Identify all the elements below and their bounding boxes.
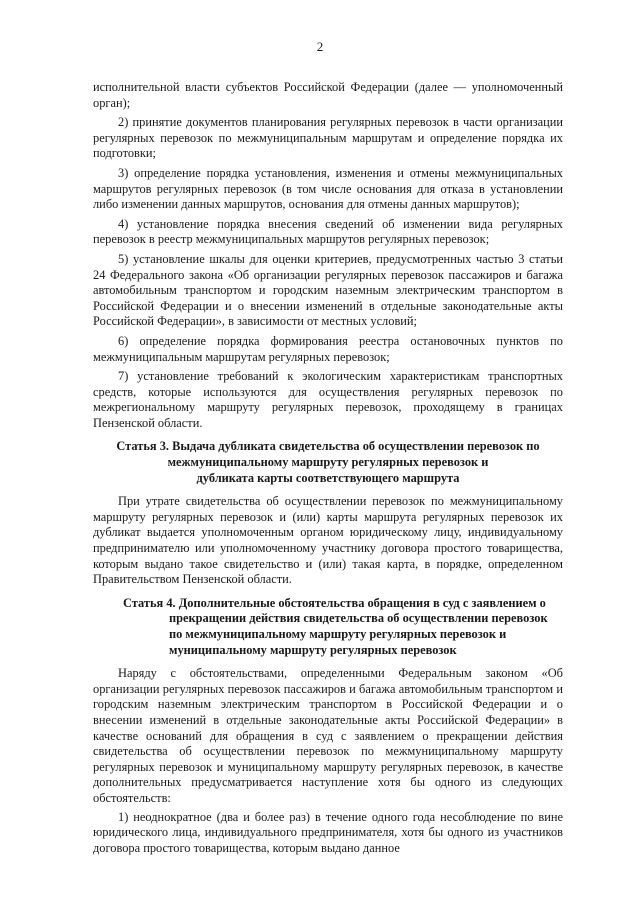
article-4-item-1: 1) неоднократное (два и более раз) в течение одного года несоблюдение по вине юридического лица, индивидуального предпринимателя, хотя бы одного из участников договора простого товарищества, которым выдано данное <box>93 809 563 855</box>
article-4-heading <box>93 596 563 658</box>
list-item-2: 2) принятие документов планирования регулярных перевозок в части организации регулярных перевозок по межмуниципальным маршрутам и определение порядка их подготовки; <box>93 115 563 161</box>
list-item-7: 7) установление требований к экологическим характеристикам транспортных средств, которые используются для осуществления регулярных перевозок по межрегиональному маршруту регулярных перевозок, проходящему в границах Пензенской области. <box>93 369 563 430</box>
heading-line: прекращении действия свидетельства об осуществлении перевозок <box>169 611 548 626</box>
heading-line: Статья 4. Дополнительные обстоятельства обращения в суд с заявлением о <box>123 595 546 610</box>
heading-line: межмуниципальному маршруту регулярных перевозок и <box>167 455 489 470</box>
article-4-body: Наряду с обстоятельствами, определенными Федеральным законом «Об организации регулярных перевозок пассажиров и багажа автомобильным транспортом и городским наземным электрическим транспортом в Российской Федерации и о внесении изменений в отдельные законодательные акты Российской Федерации» в качестве оснований для обращения в суд с заявлением о прекращении действия свидетельства об осуществлении перевозок по межмуниципальному маршруту регулярных перевозок и муниципальному маршруту регулярных перевозок, в качестве дополнительных предусматривается наступление хотя бы одного из следующих обстоятельств: <box>93 666 563 805</box>
heading-line: дубликата карты соответствующего маршрута <box>196 470 460 485</box>
list-item-4: 4) установление порядка внесения сведений об изменении вида регулярных перевозок в реестр межмуниципальных маршрутов регулярных перевозок; <box>93 216 563 247</box>
article-3-body: При утрате свидетельства об осуществлении перевозок по межмуниципальному маршруту регулярных перевозок и (или) карты маршрута регулярных перевозок их дубликат выдается уполномоченным органом юридическому лицу, индивидуальному предпринимателю или уполномоченному участнику договора простого товарищества, которым выдано такое свидетельство и (или) такая карта, в порядке, определенном Правительством Пензенской области. <box>93 494 563 587</box>
document-body <box>93 80 563 860</box>
heading-line: муниципальному маршруту регулярных перевозок <box>169 642 457 657</box>
list-item-6: 6) определение порядка формирования реестра остановочных пунктов по межмуниципальным маршрутам регулярных перевозок; <box>93 333 563 364</box>
list-item-5: 5) установление шкалы для оценки критериев, предусмотренных частью 3 статьи 24 Федерального закона «Об организации регулярных перевозок пассажиров и багажа автомобильным транспортом и городским наземным электрическим транспортом в Российской Федерации и о внесении изменений в отдельные законодательные акты Российской Федерации», в зависимости от местных условий; <box>93 251 563 329</box>
page-number: 2 <box>316 39 324 54</box>
list-item-continued: исполнительной власти субъектов Российской Федерации (далее — уполномоченный орган); <box>93 80 563 110</box>
heading-line: по межмуниципальному маршруту регулярных перевозок и <box>169 627 507 641</box>
heading-line: Статья 3. Выдача дубликата свидетельства об осуществлении перевозок по <box>116 439 540 454</box>
article-3-heading <box>93 439 563 486</box>
list-item-3: 3) определение порядка установления, изменения и отмены межмуниципальных маршрутов регулярных перевозок (в том числе основания для отказа в установлении либо изменении данных маршрутов, основания для отмены данных маршрутов); <box>93 165 563 212</box>
